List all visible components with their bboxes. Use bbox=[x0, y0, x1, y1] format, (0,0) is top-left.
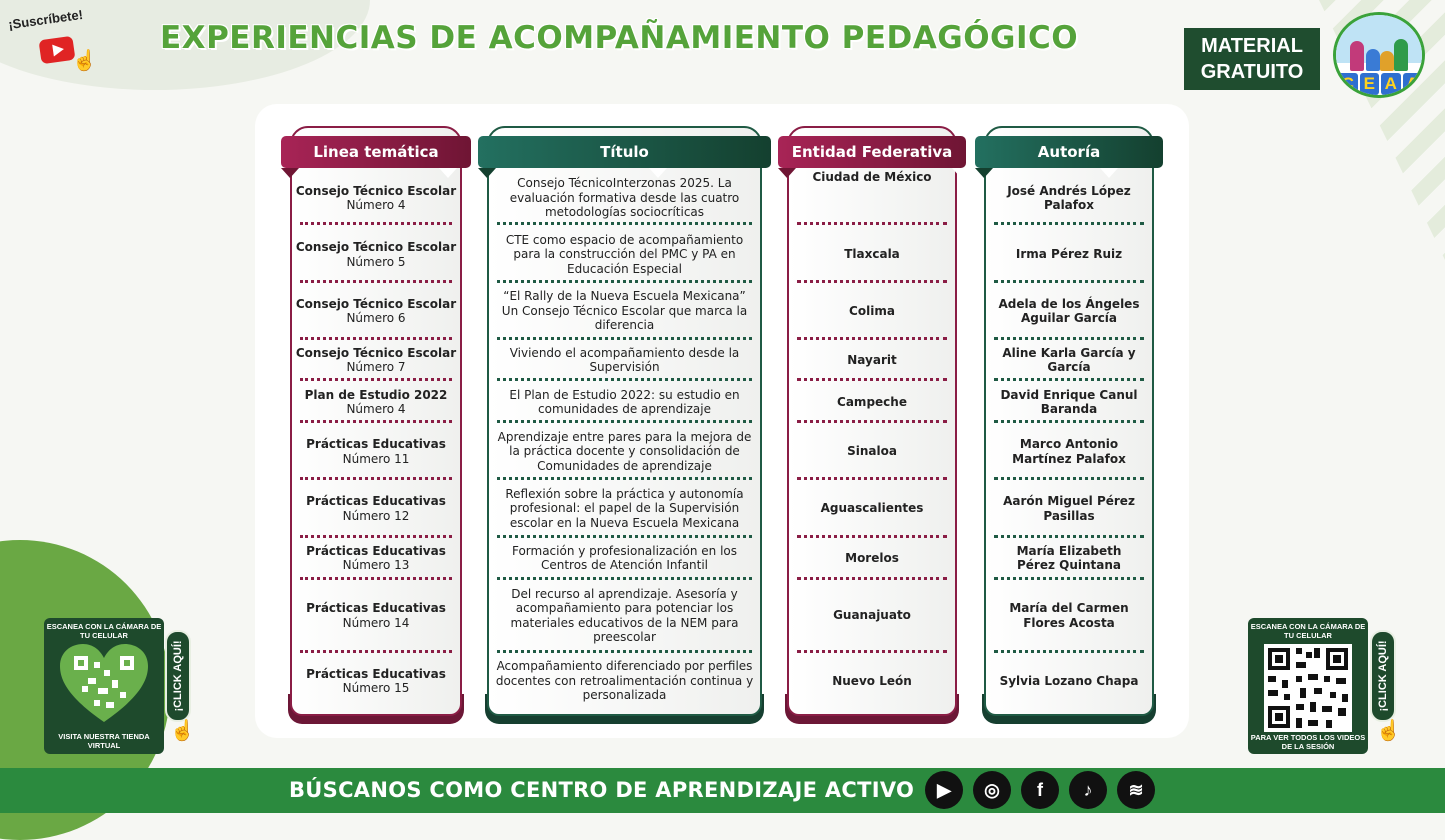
qr-top-text: ESCANEA CON LA CÁMARA DE TU CELULAR bbox=[46, 622, 162, 640]
row-separator bbox=[300, 650, 452, 653]
instagram-icon[interactable]: ◎ bbox=[973, 771, 1011, 809]
row-separator bbox=[797, 420, 947, 423]
titulo-cell: “El Rally de la Nueva Escuela Mexicana” Un Consejo Técnico Escolar que marca la diferencia bbox=[501, 289, 748, 333]
row-separator bbox=[994, 337, 1144, 340]
linea-cell bbox=[294, 381, 458, 423]
autoria-cell: Marco Antonio Martínez Palafox bbox=[1012, 437, 1126, 466]
youtube-subscribe-icon[interactable] bbox=[38, 36, 75, 64]
autoria-cell: José Andrés López Palafox bbox=[1007, 183, 1131, 212]
row-separator bbox=[797, 477, 947, 480]
hand-cursor-icon: ☝ bbox=[72, 50, 97, 72]
row-separator bbox=[797, 577, 947, 580]
row-separator bbox=[497, 280, 752, 283]
linea-number: Número 4 bbox=[346, 402, 406, 416]
autoria-cell: David Enrique Canul Baranda bbox=[1000, 387, 1138, 416]
row-separator bbox=[994, 222, 1144, 225]
linea-name: Consejo Técnico Escolar bbox=[295, 183, 457, 198]
entidad-cell: Tlaxcala bbox=[844, 247, 900, 262]
row-separator bbox=[497, 420, 752, 423]
free-material-badge bbox=[1184, 28, 1320, 90]
linea-number: Número 7 bbox=[346, 360, 406, 374]
row-separator bbox=[994, 577, 1144, 580]
linea-number: Número 13 bbox=[342, 558, 410, 572]
footer-text: BÚSCANOS COMO CENTRO DE APRENDIZAJE ACTIVO bbox=[289, 778, 915, 802]
autoria-cell: Sylvia Lozano Chapa bbox=[999, 673, 1139, 688]
row-separator bbox=[994, 420, 1144, 423]
material-line2: GRATUITO bbox=[1200, 61, 1304, 83]
material-line1: MATERIAL bbox=[1201, 35, 1303, 57]
entidad-cell: Nuevo León bbox=[832, 673, 912, 688]
titulo-cell: Aprendizaje entre pares para la mejora de la práctica docente y consolidación de Comunidades de aprendizaje bbox=[497, 429, 752, 473]
row-separator bbox=[497, 535, 752, 538]
footer-bar bbox=[0, 768, 1445, 813]
entidad-cell: Aguascalientes bbox=[820, 501, 924, 516]
qr-bottom-text: PARA VER TODOS LOS VIDEOS DE LA SESIÓN bbox=[1250, 733, 1366, 751]
entidad-cell: Morelos bbox=[845, 550, 899, 565]
titulo-cell: El Plan de Estudio 2022: su estudio en comunidades de aprendizaje bbox=[509, 387, 740, 416]
linea-name: Plan de Estudio 2022 bbox=[304, 387, 448, 402]
qr-bottom-text: VISITA NUESTRA TIENDA VIRTUAL bbox=[58, 732, 150, 750]
row-separator bbox=[994, 280, 1144, 283]
linea-number: Número 14 bbox=[342, 615, 410, 630]
entidad-cell: Guanajuato bbox=[833, 608, 911, 623]
linea-name: Prácticas Educativas bbox=[306, 543, 446, 558]
row-separator bbox=[300, 477, 452, 480]
row-separator bbox=[497, 477, 752, 480]
linea-cell bbox=[294, 579, 458, 652]
titulo-cell: Reflexión sobre la práctica y autonomía profesional: el papel de la Supervisión escolar en la Nueva Escuela Mexicana bbox=[505, 486, 744, 530]
column-titulo bbox=[487, 126, 762, 716]
linea-number: Número 12 bbox=[342, 508, 410, 523]
row-separator bbox=[994, 650, 1144, 653]
facebook-icon[interactable]: f bbox=[1021, 771, 1059, 809]
autoria-cell: Aline Karla García y García bbox=[1002, 345, 1136, 374]
click-here-button[interactable]: ¡CLICK AQUÍ! bbox=[1370, 630, 1396, 722]
row-separator bbox=[994, 477, 1144, 480]
linea-name: Prácticas Educativas bbox=[306, 494, 446, 508]
linea-cell bbox=[294, 423, 458, 480]
entidad-cell: Colima bbox=[849, 303, 895, 318]
page-title: EXPERIENCIAS DE ACOMPAÑAMIENTO PEDAGÓGICO bbox=[160, 20, 1079, 56]
column-header: Título bbox=[478, 136, 771, 168]
row-separator bbox=[797, 378, 947, 381]
row-separator bbox=[797, 280, 947, 283]
row-separator bbox=[300, 337, 452, 340]
heart-qr-icon[interactable] bbox=[58, 642, 150, 726]
row-separator bbox=[300, 535, 452, 538]
row-separator bbox=[300, 378, 452, 381]
entidad-cell: Campeche bbox=[837, 394, 907, 409]
titulo-cell: Viviendo el acompañamiento desde la Supervisión bbox=[509, 345, 740, 374]
linea-number: Número 15 bbox=[342, 681, 410, 695]
row-separator bbox=[300, 280, 452, 283]
row-separator bbox=[300, 420, 452, 423]
linea-name: Consejo Técnico Escolar bbox=[295, 345, 457, 360]
linea-name: Consejo Técnico Escolar bbox=[295, 296, 457, 311]
titulo-cell: Formación y profesionalización en los Centros de Atención Infantil bbox=[511, 543, 738, 572]
row-separator bbox=[497, 378, 752, 381]
linea-cell bbox=[294, 480, 458, 537]
linea-cell bbox=[294, 339, 458, 381]
qr-code-icon[interactable] bbox=[1264, 644, 1352, 732]
column-entidad bbox=[787, 126, 957, 716]
tiktok-icon[interactable]: ♪ bbox=[1069, 771, 1107, 809]
linea-cell bbox=[294, 170, 458, 226]
subscribe-label[interactable]: ¡Suscríbete! bbox=[7, 6, 84, 33]
row-separator bbox=[797, 222, 947, 225]
autoria-cell: María del Carmen Flores Acosta bbox=[1009, 601, 1129, 630]
row-separator bbox=[300, 577, 452, 580]
row-separator bbox=[300, 222, 452, 225]
linea-cell bbox=[294, 226, 458, 283]
column-linea-tematica bbox=[290, 126, 462, 716]
autoria-cell: Aarón Miguel Pérez Pasillas bbox=[1003, 494, 1135, 523]
qr-top-text: ESCANEA CON LA CÁMARA DE TU CELULAR bbox=[1250, 622, 1366, 640]
column-autoria bbox=[984, 126, 1154, 716]
row-separator bbox=[497, 650, 752, 653]
linea-cell bbox=[294, 652, 458, 710]
row-separator bbox=[797, 337, 947, 340]
linea-number: Número 11 bbox=[342, 451, 410, 466]
linea-number: Número 4 bbox=[346, 198, 406, 212]
row-separator bbox=[797, 650, 947, 653]
entidad-cell: Sinaloa bbox=[847, 444, 897, 459]
linea-number: Número 6 bbox=[346, 311, 406, 325]
logo-text: C E A A bbox=[1338, 73, 1422, 95]
column-header: Autoría bbox=[975, 136, 1163, 168]
row-separator bbox=[497, 222, 752, 225]
row-separator bbox=[994, 535, 1144, 538]
titulo-cell: Acompañamiento diferenciado por perfiles docentes con retroalimentación continua y personalizada bbox=[495, 659, 754, 703]
linea-name: Prácticas Educativas bbox=[306, 437, 446, 451]
titulo-cell: Consejo TécnicoInterzonas 2025. La evaluación formativa desde las cuatro metodologías sociocríticas bbox=[509, 176, 740, 220]
linea-name: Prácticas Educativas bbox=[306, 666, 446, 681]
spotify-icon[interactable]: ≋ bbox=[1117, 771, 1155, 809]
autoria-cell: Irma Pérez Ruiz bbox=[1015, 247, 1123, 262]
titulo-cell: CTE como espacio de acompañamiento para la construcción del PMC y PA en Educación Especial bbox=[505, 232, 744, 276]
click-here-button[interactable]: ¡CLICK AQUÍ! bbox=[165, 630, 191, 722]
autoria-cell: Adela de los Ángeles Aguilar García bbox=[998, 296, 1140, 325]
ceaa-logo bbox=[1333, 12, 1425, 98]
titulo-cell: Del recurso al aprendizaje. Asesoría y acompañamiento para potenciar los materiales educativos de la NEM para preescolar bbox=[510, 586, 739, 644]
hand-cursor-icon: ☝ bbox=[1376, 720, 1401, 742]
videos-qr-panel[interactable] bbox=[1248, 618, 1368, 754]
linea-name: Consejo Técnico Escolar bbox=[295, 240, 457, 254]
linea-name: Prácticas Educativas bbox=[306, 601, 446, 615]
linea-cell bbox=[294, 283, 458, 339]
linea-cell bbox=[294, 537, 458, 579]
youtube-icon[interactable]: ▶ bbox=[925, 771, 963, 809]
column-header: Entidad Federativa bbox=[778, 136, 966, 168]
hand-cursor-icon: ☝ bbox=[170, 720, 195, 742]
entidad-cell: Nayarit bbox=[847, 352, 897, 367]
row-separator bbox=[497, 577, 752, 580]
linea-number: Número 5 bbox=[346, 254, 406, 269]
row-separator bbox=[994, 378, 1144, 381]
row-separator bbox=[497, 337, 752, 340]
autoria-cell: María Elizabeth Pérez Quintana bbox=[1016, 543, 1122, 572]
store-qr-panel[interactable] bbox=[44, 618, 164, 754]
column-header: Linea temática bbox=[281, 136, 471, 168]
row-separator bbox=[797, 535, 947, 538]
entidad-cell: Ciudad de México bbox=[812, 170, 932, 184]
